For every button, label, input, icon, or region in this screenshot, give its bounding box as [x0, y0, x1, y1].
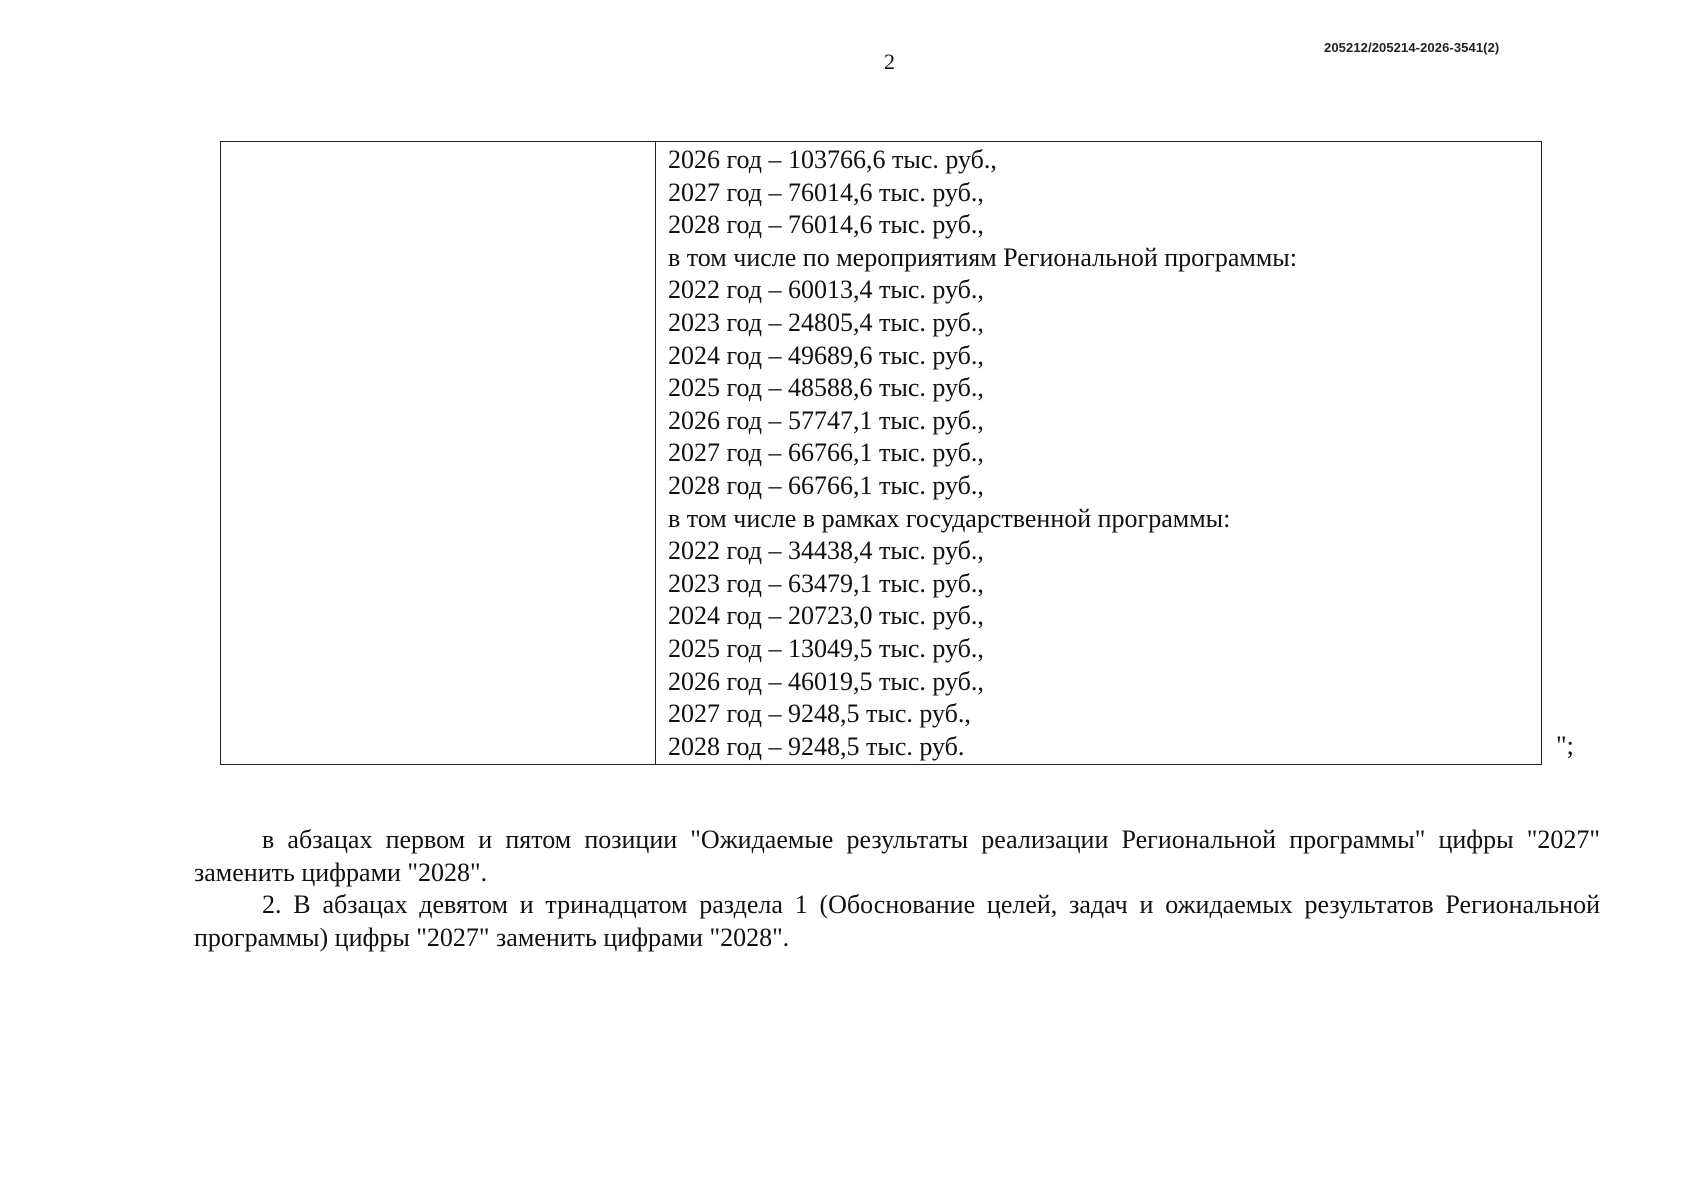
table-right-cell — [656, 142, 1541, 764]
financing-line: 2024 год – 20723,0 тыс. руб., — [668, 601, 984, 631]
financing-line: 2027 год – 66766,1 тыс. руб., — [668, 438, 984, 468]
financing-line: 2024 год – 49689,6 тыс. руб., — [668, 340, 984, 370]
financing-line: 2027 год – 9248,5 тыс. руб., — [668, 699, 971, 729]
financing-line: 2028 год – 66766,1 тыс. руб., — [668, 470, 984, 500]
financing-line: 2028 год – 76014,6 тыс. руб., — [668, 210, 984, 240]
financing-line: 2022 год – 34438,4 тыс. руб., — [668, 536, 984, 566]
financing-subheading: в том числе по мероприятиям Региональной программы: — [668, 242, 1297, 272]
financing-line: 2026 год – 46019,5 тыс. руб., — [668, 666, 984, 696]
financing-line: 2023 год – 63479,1 тыс. руб., — [668, 568, 984, 598]
financing-line: 2026 год – 103766,6 тыс. руб., — [668, 145, 997, 174]
page-number: 2 — [884, 49, 895, 74]
financing-line: 2025 год – 48588,6 тыс. руб., — [668, 373, 984, 403]
financing-line: 2027 год – 76014,6 тыс. руб., — [668, 177, 984, 207]
financing-line: 2025 год – 13049,5 тыс. руб., — [668, 633, 984, 663]
amendment-paragraph-2: 2. В абзацах девятом и тринадцатом раздела 1 (Обоснование целей, задач и ожидаемых результатов Региональной программы) цифры "2027" заменить цифрами "2028". — [194, 890, 1600, 952]
table-left-cell — [221, 142, 656, 764]
financing-subheading: в том числе в рамках государственной программы: — [668, 503, 1231, 533]
financing-line: 2028 год – 9248,5 тыс. руб. — [668, 731, 965, 761]
document-id: 205212/205214-2026-3541(2) — [1324, 40, 1500, 55]
amendment-paragraph-1: в абзацах первом и пятом позиции "Ожидаемые результаты реализации Региональной программы" цифры "2027" заменить цифрами "2028". — [194, 825, 1600, 887]
financing-table — [220, 141, 1542, 765]
financing-line: 2026 год – 57747,1 тыс. руб., — [668, 405, 984, 435]
financing-line: 2022 год – 60013,4 тыс. руб., — [668, 275, 984, 305]
financing-line: 2023 год – 24805,4 тыс. руб., — [668, 307, 984, 337]
closing-quote-mark: "; — [1556, 731, 1574, 760]
